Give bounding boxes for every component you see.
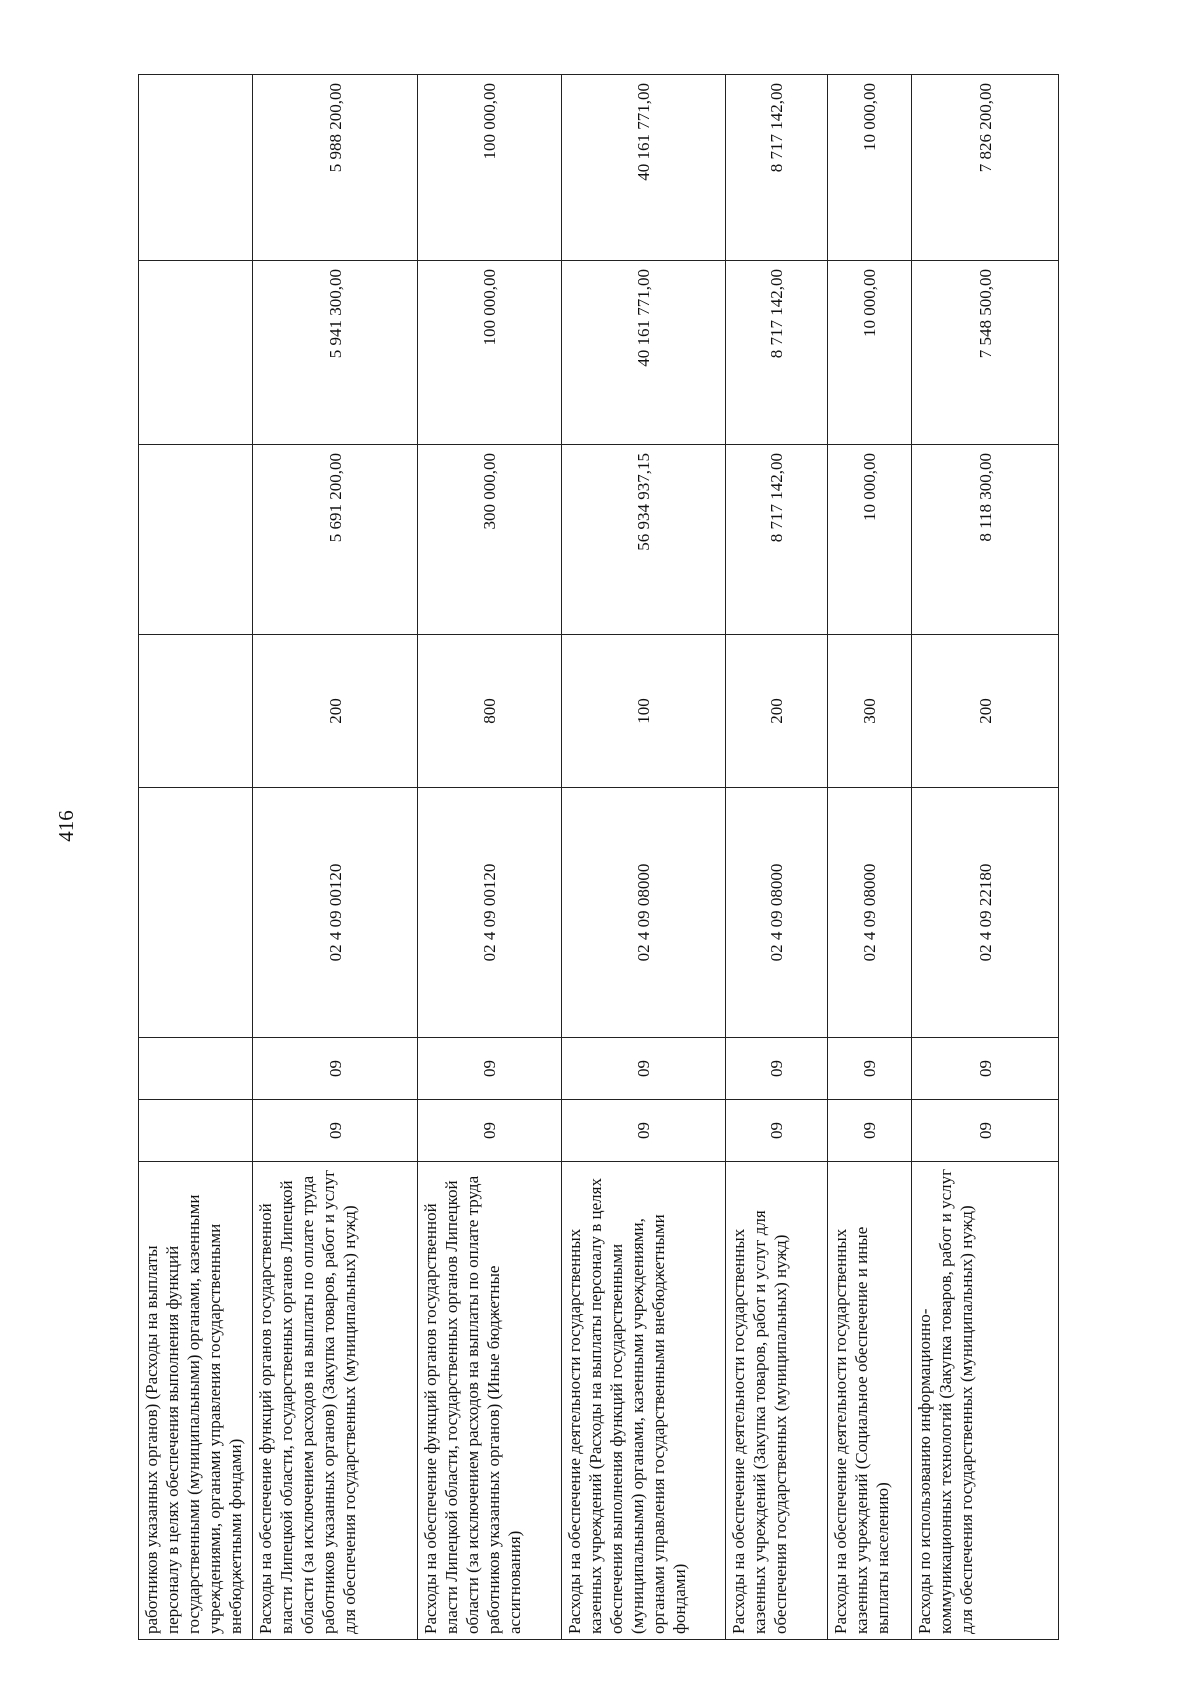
row-description: Расходы на обеспечение деятельности государственных казенных учреждений (Расходы на выплаты персоналу в целях обеспечения выполнения функций государственными (муниципальными) органами, казенными учреждениями, органами управления государственными внебюджетными фондами) — [562, 1162, 726, 1640]
amount-year-3: 40 161 771,00 — [562, 75, 726, 261]
amount-year-2: 8 717 142,00 — [726, 261, 828, 445]
table-row — [253, 75, 418, 1640]
budget-table — [138, 74, 1059, 1640]
amount-year-2: 5 941 300,00 — [253, 261, 418, 445]
target-code: 02 4 09 08000 — [726, 788, 828, 1038]
amount-year-1: 10 000,00 — [828, 445, 912, 635]
amount-year-1: 56 934 937,15 — [562, 445, 726, 635]
target-code — [139, 788, 253, 1038]
expense-type-code: 200 — [253, 635, 418, 788]
target-code: 02 4 09 22180 — [912, 788, 1059, 1038]
amount-year-2 — [139, 261, 253, 445]
section-code: 09 — [253, 1100, 418, 1162]
amount-year-1: 8 118 300,00 — [912, 445, 1059, 635]
amount-year-2: 40 161 771,00 — [562, 261, 726, 445]
table-row — [726, 75, 828, 1640]
expense-type-code: 300 — [828, 635, 912, 788]
expense-type-code: 200 — [726, 635, 828, 788]
section-code — [139, 1100, 253, 1162]
subsection-code: 09 — [562, 1038, 726, 1100]
target-code: 02 4 09 08000 — [562, 788, 726, 1038]
section-code: 09 — [828, 1100, 912, 1162]
target-code: 02 4 09 00120 — [253, 788, 418, 1038]
amount-year-1: 8 717 142,00 — [726, 445, 828, 635]
amount-year-3: 7 826 200,00 — [912, 75, 1059, 261]
table-row — [418, 75, 562, 1640]
row-description: работников указанных органов) (Расходы на выплаты персоналу в целях обеспечения выполнения функций государственными (муниципальными) органами, казенными учреждениями, органами управления государственными внебюджетными фондами) — [139, 1162, 253, 1640]
subsection-code: 09 — [253, 1038, 418, 1100]
rotated-budget-table — [138, 75, 1058, 1640]
amount-year-2: 100 000,00 — [418, 261, 562, 445]
table-row — [562, 75, 726, 1640]
section-code: 09 — [418, 1100, 562, 1162]
subsection-code: 09 — [912, 1038, 1059, 1100]
subsection-code — [139, 1038, 253, 1100]
table-row — [139, 75, 253, 1640]
row-description: Расходы на обеспечение деятельности государственных казенных учреждений (Социальное обеспечение и иные выплаты населению) — [828, 1162, 912, 1640]
expense-type-code: 800 — [418, 635, 562, 788]
amount-year-2: 7 548 500,00 — [912, 261, 1059, 445]
amount-year-3: 100 000,00 — [418, 75, 562, 261]
page-number: 416 — [54, 810, 78, 842]
subsection-code: 09 — [828, 1038, 912, 1100]
amount-year-1: 5 691 200,00 — [253, 445, 418, 635]
section-code: 09 — [726, 1100, 828, 1162]
row-description: Расходы на обеспечение функций органов государственной власти Липецкой области, государственных органов Липецкой области (за исключением расходов на выплаты по оплате труда работников указанных органов) (Иные бюджетные ассигнования) — [418, 1162, 562, 1640]
row-description: Расходы на обеспечение функций органов государственной власти Липецкой области, государственных органов Липецкой области (за исключением расходов на выплаты по оплате труда работников указанных органов) (Закупка товаров, работ и услуг для обеспечения государственных (муниципальных) нужд) — [253, 1162, 418, 1640]
table-row — [912, 75, 1059, 1640]
amount-year-1: 300 000,00 — [418, 445, 562, 635]
target-code: 02 4 09 00120 — [418, 788, 562, 1038]
amount-year-1 — [139, 445, 253, 635]
amount-year-2: 10 000,00 — [828, 261, 912, 445]
expense-type-code: 200 — [912, 635, 1059, 788]
section-code: 09 — [912, 1100, 1059, 1162]
target-code: 02 4 09 08000 — [828, 788, 912, 1038]
table-row — [828, 75, 912, 1640]
amount-year-3: 10 000,00 — [828, 75, 912, 261]
row-description: Расходы по использованию информационно-коммуникационных технологий (Закупка товаров, работ и услуг для обеспечения государственных (муниципальных) нужд) — [912, 1162, 1059, 1640]
expense-type-code: 100 — [562, 635, 726, 788]
amount-year-3: 8 717 142,00 — [726, 75, 828, 261]
subsection-code: 09 — [726, 1038, 828, 1100]
expense-type-code — [139, 635, 253, 788]
subsection-code: 09 — [418, 1038, 562, 1100]
amount-year-3: 5 988 200,00 — [253, 75, 418, 261]
section-code: 09 — [562, 1100, 726, 1162]
row-description: Расходы на обеспечение деятельности государственных казенных учреждений (Закупка товаров, работ и услуг для обеспечения государственных (муниципальных) нужд) — [726, 1162, 828, 1640]
amount-year-3 — [139, 75, 253, 261]
